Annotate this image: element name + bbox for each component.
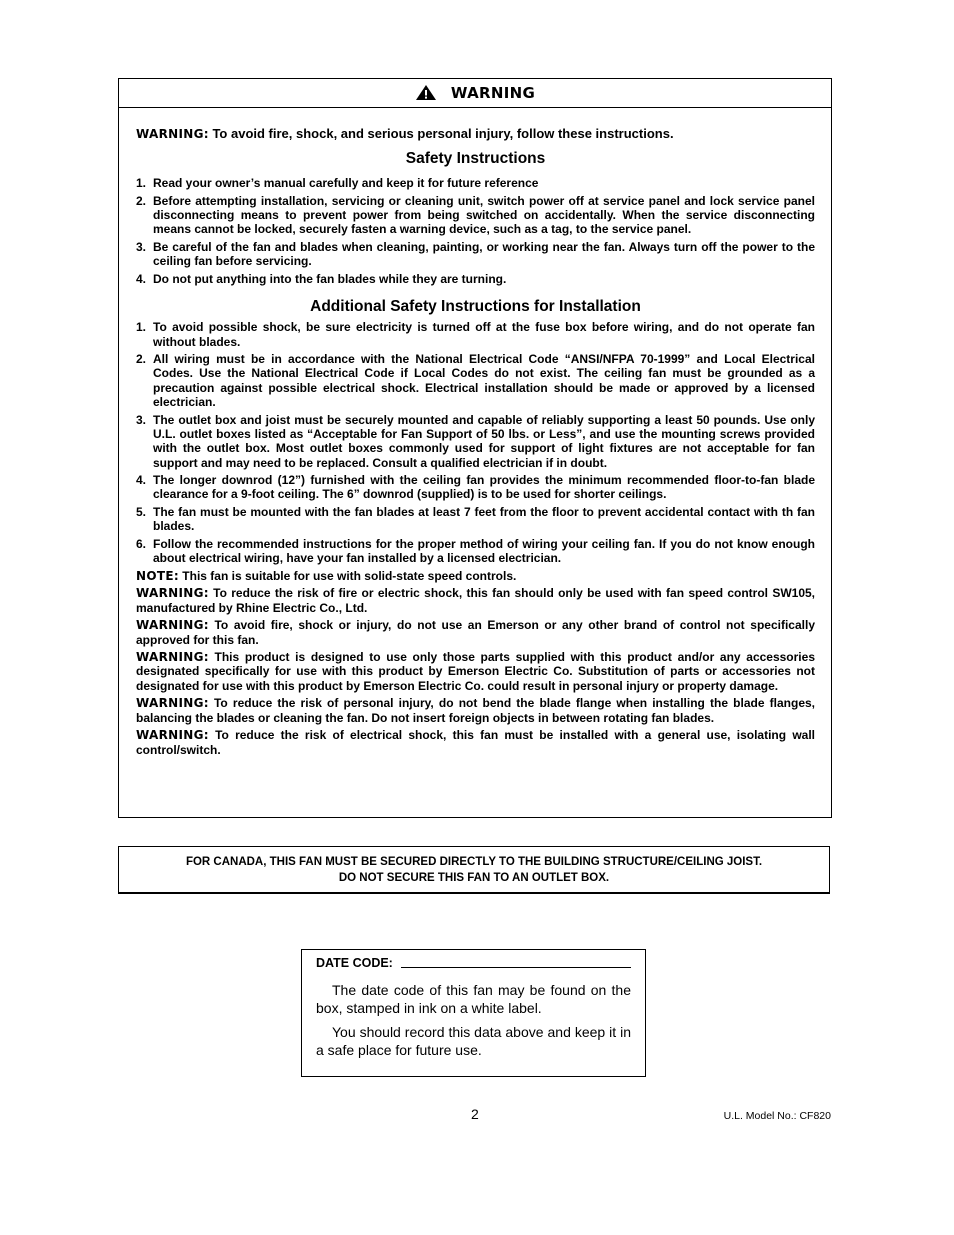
intro-keyword: WARNING: — [136, 127, 209, 141]
additional-instruction-item — [136, 473, 815, 502]
warning-intro — [136, 127, 815, 141]
warning-notes — [136, 569, 815, 757]
safety-instruction-item — [136, 176, 815, 190]
warning-note-text: To reduce the risk of personal injury, do not bend the blade flange when installing the blade flanges, balancing the blades or cleaning the fan. Do not insert foreign objects in between rotating fan blades. — [136, 696, 816, 725]
additional-instruction-item-number: 2. — [136, 352, 147, 367]
intro-text: To avoid fire, shock, and serious personal injury, follow these instructions. — [212, 126, 674, 141]
safety-instruction-item — [136, 194, 815, 237]
additional-instruction-item-number: 3. — [136, 412, 147, 427]
additional-instruction-item-number: 1. — [136, 320, 147, 335]
warning-header-label: WARNING — [450, 84, 536, 102]
warning-box — [118, 78, 832, 818]
warning-note — [136, 569, 815, 583]
date-code-para2: You should record this data above and keep it in a safe place for future use. — [316, 1024, 631, 1058]
warning-note-keyword: NOTE: — [136, 568, 179, 583]
safety-instruction-item — [136, 272, 815, 286]
additional-instruction-item — [136, 352, 815, 409]
additional-instruction-item — [136, 320, 815, 349]
canada-notice-box — [118, 846, 830, 894]
safety-instruction-item-number: 3. — [136, 240, 147, 255]
additional-instructions-title: Additional Safety Instructions for Installation — [310, 298, 641, 316]
safety-instruction-item-text: Do not put anything into the fan blades while they are turning. — [153, 271, 507, 286]
date-code-box — [301, 949, 646, 1077]
safety-instruction-item — [136, 240, 815, 269]
warning-note-text: To reduce the risk of fire or electric shock, this fan should only be used with fan speed control SW105, manufactured by Rhine Electric Co., Ltd. — [136, 586, 816, 615]
safety-instruction-item-number: 2. — [136, 193, 147, 208]
warning-note — [136, 586, 815, 615]
additional-instruction-item-number: 4. — [136, 473, 147, 488]
date-code-row — [316, 956, 631, 970]
additional-instruction-item-text: Follow the recommended instructions for the proper method of wiring your ceiling fan. If you do not know enough about electrical wiring, have your fan installed by a licensed electrician. — [153, 536, 815, 566]
safety-instruction-item-text: Before attempting installation, servicing or cleaning unit, switch power off at service panel and lock service panel disconnecting means to prevent power from being switched on accidentally. When the service disconnecting means cannot be locked, securely fasten a warning device, such as a tag, to the service panel. — [153, 193, 815, 237]
additional-instruction-item-number: 6. — [136, 536, 147, 551]
safety-instructions-title: Safety Instructions — [405, 150, 546, 168]
safety-instruction-item-number: 1. — [136, 176, 147, 191]
warning-note-text: This product is designed to use only those parts supplied with this product and/or any accessories designated specifically for use with this product by Emerson Electric Co. Substitution of parts or accessories not designated for use with this product by Emerson Electric Co. could result in personal injury or property damage. — [136, 650, 815, 693]
canada-notice-line2: DO NOT SECURE THIS FAN TO AN OUTLET BOX. — [338, 871, 610, 884]
warning-note — [136, 650, 815, 693]
warning-note-keyword: WARNING: — [136, 696, 209, 711]
additional-instructions-list — [136, 320, 815, 565]
page-number: 2 — [471, 1106, 479, 1122]
warning-note-text: This fan is suitable for use with solid-state speed controls. — [182, 568, 517, 583]
warning-note-keyword: WARNING: — [136, 650, 209, 665]
warning-triangle-icon — [415, 84, 437, 101]
safety-instructions-list — [136, 176, 815, 286]
safety-instruction-item-text: Read your owner’s manual carefully and keep it for future reference — [153, 176, 539, 191]
canada-notice-line1: FOR CANADA, THIS FAN MUST BE SECURED DIRECTLY TO THE BUILDING STRUCTURE/CEILING JOIST. — [185, 856, 763, 868]
additional-instruction-item — [136, 505, 815, 534]
date-code-para1: The date code of this fan may be found on the box, stamped in ink on a white label. — [316, 982, 631, 1016]
warning-note — [136, 728, 815, 757]
additional-instruction-item — [136, 413, 815, 470]
warning-note — [136, 618, 815, 647]
model-number: U.L. Model No.: CF820 — [723, 1110, 831, 1122]
additional-instruction-item-text: The longer downrod (12”) furnished with the ceiling fan provides the minimum recommended floor-to-fan blade clearance for a 9-foot ceiling. The 6” downrod (supplied) is to be used for shorter ceilings. — [153, 473, 815, 502]
additional-instruction-item-text: To avoid possible shock, be sure electricity is turned off at the fuse box before wiring, and do not operate fan without blades. — [153, 320, 815, 349]
warning-note-text: To reduce the risk of electrical shock, this fan must be installed with a general use, isolating wall control/switch. — [136, 728, 816, 757]
warning-note-keyword: WARNING: — [136, 618, 209, 633]
warning-header — [119, 79, 831, 108]
additional-instruction-item-text: The outlet box and joist must be securely mounted and capable of reliably supporting a least 50 pounds. Use only U.L. outlet boxes listed as “Acceptable for Fan Support of 50 lbs. or Less”, and use the mounting screws provided with the outlet box. Most outlet boxes commonly used for support of light fixtures are not acceptable for fan support and may need to be replaced. Consult a qualified electrician if in doubt. — [153, 412, 815, 470]
date-code-blank-line — [401, 967, 631, 968]
warning-body — [119, 108, 831, 757]
additional-instruction-item — [136, 537, 815, 566]
safety-instruction-item-number: 4. — [136, 271, 147, 286]
warning-note-text: To avoid fire, shock or injury, do not use an Emerson or any other brand of control not specifically approved for this fan. — [136, 618, 815, 647]
warning-note — [136, 696, 815, 725]
warning-note-keyword: WARNING: — [136, 728, 209, 743]
additional-instruction-item-number: 5. — [136, 505, 147, 520]
date-code-label: DATE CODE: — [316, 956, 393, 970]
warning-note-keyword: WARNING: — [136, 586, 209, 601]
safety-instruction-item-text: Be careful of the fan and blades when cleaning, painting, or working near the fan. Always turn off the power to the ceiling fan before servicing. — [153, 240, 815, 269]
additional-instruction-item-text: The fan must be mounted with the fan blades at least 7 feet from the floor to prevent accidental contact with th fan blades. — [153, 505, 815, 534]
additional-instruction-item-text: All wiring must be in accordance with the National Electrical Code “ANSI/NFPA 70-1999” and Local Electrical Codes. Use the National Electrical Code if Local Codes do not exist. The ceiling fan must be grounded as a precaution against possible electrical shock. Electrical installation should be made or approved by a licensed electrician. — [153, 352, 815, 410]
